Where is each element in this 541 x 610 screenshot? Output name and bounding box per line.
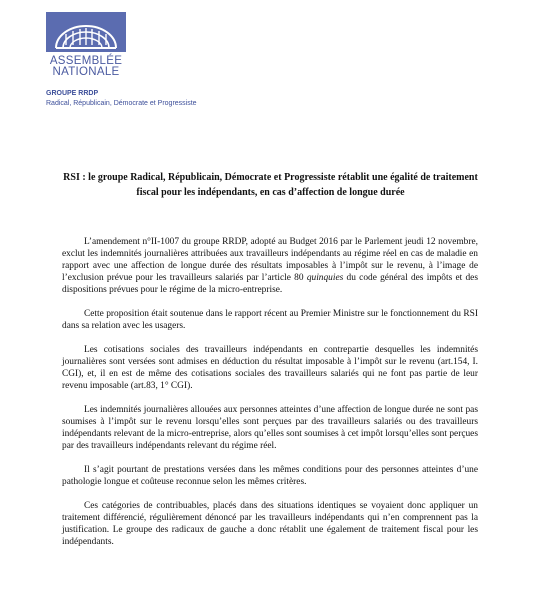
- paragraph-3: Les cotisations sociales des travailleurs indépendants en contrepartie desquelles les indemnités journalières sont versées sont admises en déduction du résultat imposable à l’impôt sur le revenu (art.154, I. CGI), et, il en est de même des cotisations sociales des travailleurs salariés qui ne font pas partie de leur revenu imposable (art.83, 1° CGI).: [62, 345, 478, 391]
- group-full-name: Radical, Républicain, Démocrate et Progressiste: [46, 100, 197, 107]
- assemblee-nationale-logo: [46, 12, 126, 78]
- document-body: [62, 236, 478, 560]
- paragraph-1: L’amendement n°II-1007 du groupe RRDP, adopté au Budget 2016 par le Parlement jeudi 12 novembre, exclut les indemnités journalières attribuées aux travailleurs indépendants au régime réel en cas de maladie en rapport avec une affection de longue durée des résultats imposables à l’impôt sur le revenu, à l’image de l’exclusion prévue pour les travailleurs salariés par l’article 80 quinquies du code général des impôts et des dispositions prévues pour le régime de la micro-entreprise.: [62, 237, 478, 295]
- document-title: RSI : le groupe Radical, Républicain, Démocrate et Progressiste rétablit une égalité de traitement fiscal pour les indépendants, en cas d’affection de longue durée: [63, 172, 478, 198]
- group-header: [46, 89, 197, 109]
- paragraph-2: Cette proposition était soutenue dans le rapport récent au Premier Ministre sur le fonctionnement du RSI dans sa relation avec les usagers.: [62, 309, 478, 331]
- paragraph-5: Il s’agit pourtant de prestations versées dans les mêmes conditions pour des personnes atteintes d’une pathologie longue et coûteuse reconnue selon les mêmes critères.: [62, 465, 478, 487]
- logo-line-1: ASSEMBLÉE: [49, 55, 123, 67]
- hemicycle-icon: [46, 12, 126, 52]
- paragraph-4: Les indemnités journalières allouées aux personnes atteintes d’une affection de longue durée ne sont pas soumises à l’impôt sur le revenu lorsqu’elles sont perçues par des travailleurs salariés ou des travailleurs indépendants relevant de la micro-entreprise, alors qu’elles sont soumises à cet impôt lorsqu’elles sont perçues par des travailleurs indépendants relevant du régime réel.: [62, 405, 478, 451]
- paragraph-6: Ces catégories de contribuables, placés dans des situations identiques se voyaient donc appliquer un traitement différencié, régulièrement dénoncé par les travailleurs indépendants qui n’en comprennent pas la justification. Le groupe des radicaux de gauche a donc rétablit une également de traitement fiscal pour les indépendants.: [62, 501, 478, 547]
- logo-line-2: NATIONALE: [52, 66, 120, 78]
- group-name: GROUPE RRDP: [46, 90, 99, 97]
